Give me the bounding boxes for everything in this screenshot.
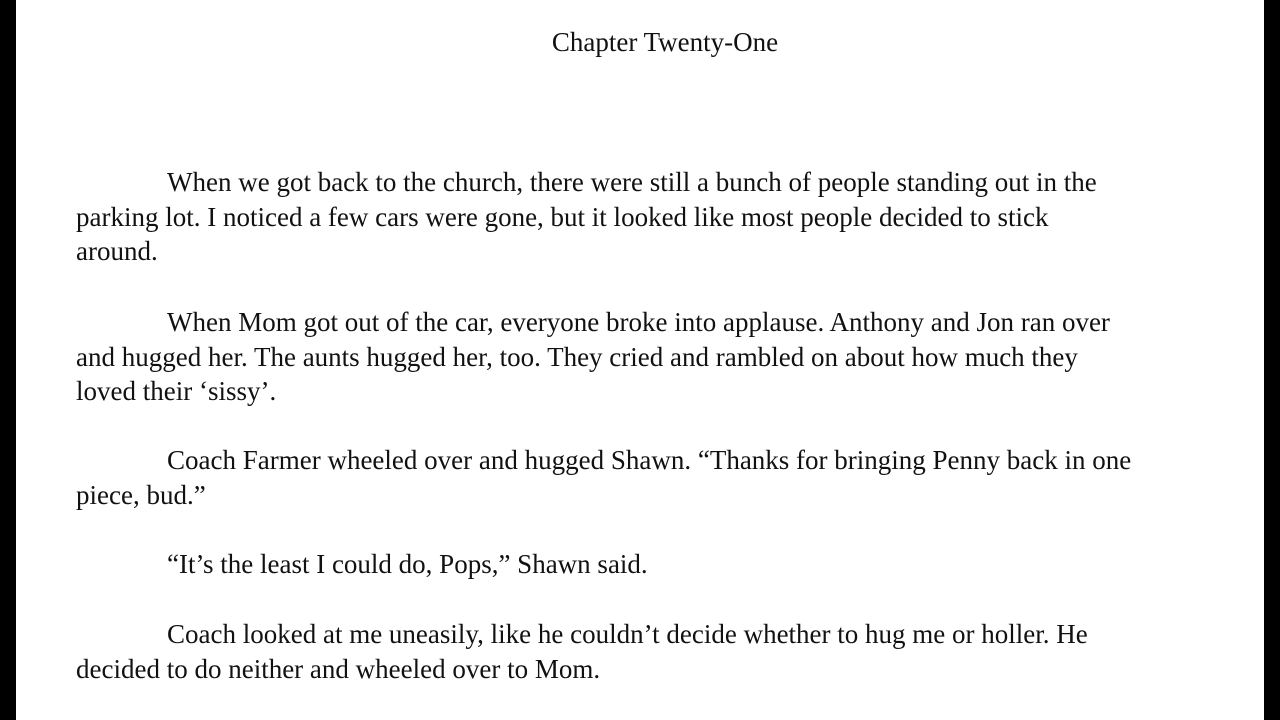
- paragraph-line: decided to do neither and wheeled over to Mom.: [76, 653, 601, 684]
- paragraph-line: When we got back to the church, there were still a bunch of people standing out in the: [167, 167, 1097, 197]
- paragraph-4: [76, 547, 1258, 582]
- paragraph-line: loved their ‘sissy’.: [76, 376, 277, 406]
- paragraph-2: [76, 305, 1258, 409]
- paragraph-1: [76, 165, 1258, 269]
- paragraph-line: When Mom got out of the car, everyone broke into applause. Anthony and Jon ran over: [167, 307, 1110, 337]
- paragraph-line: parking lot. I noticed a few cars were gone, but it looked like most people decided to stick: [76, 201, 1049, 232]
- paragraph-line: and hugged her. The aunts hugged her, too. They cried and rambled on about how much they: [76, 341, 1078, 372]
- chapter-title: Chapter Twenty-One: [551, 27, 779, 57]
- paragraph-line: Coach looked at me uneasily, like he couldn’t decide whether to hug me or holler. He: [167, 619, 1088, 649]
- paragraph-5: [76, 617, 1258, 686]
- document-page: [16, 0, 1264, 720]
- paragraph-line: “It’s the least I could do, Pops,” Shawn said.: [167, 549, 648, 579]
- paragraph-line: around.: [76, 236, 158, 266]
- paragraph-line: Coach Farmer wheeled over and hugged Shawn. “Thanks for bringing Penny back in one: [167, 445, 1132, 475]
- paragraph-3: [76, 443, 1258, 512]
- paragraph-line: piece, bud.”: [76, 479, 206, 510]
